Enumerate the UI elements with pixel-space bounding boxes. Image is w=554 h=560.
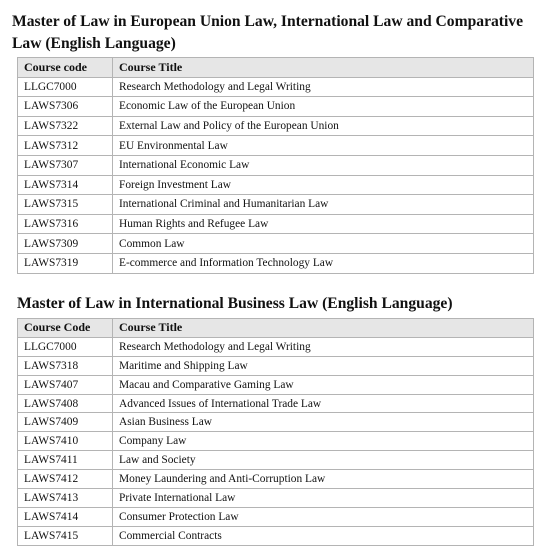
course-code-cell: LAWS7319 [18,253,113,273]
table-row [18,413,534,432]
course-code-cell: LAWS7309 [18,234,113,254]
course-title-cell: Commercial Contracts [113,526,534,545]
course-code-cell: LAWS7415 [18,526,113,545]
course-code-cell: LAWS7414 [18,507,113,526]
course-code-cell: LAWS7322 [18,116,113,136]
course-title-cell: Money Laundering and Anti-Corruption Law [113,470,534,489]
table-row [18,136,534,156]
column-header-course-code: Course code [18,58,113,78]
course-code-cell: LAWS7315 [18,195,113,215]
course-title-cell: Macau and Comparative Gaming Law [113,375,534,394]
course-code-cell: LAWS7408 [18,394,113,413]
table-row [18,432,534,451]
table-row [18,77,534,97]
course-title-cell: Research Methodology and Legal Writing [113,77,534,97]
course-code-cell: LAWS7318 [18,356,113,375]
table-header-row [18,319,534,338]
course-title-cell: Foreign Investment Law [113,175,534,195]
course-title-cell: Research Methodology and Legal Writing [113,337,534,356]
table-row [18,195,534,215]
course-title-cell: Maritime and Shipping Law [113,356,534,375]
table-row [18,175,534,195]
course-title-cell: Law and Society [113,451,534,470]
course-title-cell: Human Rights and Refugee Law [113,214,534,234]
table-row [18,375,534,394]
course-code-cell: LAWS7412 [18,470,113,489]
table-row [18,97,534,117]
table-row [18,526,534,545]
table-row [18,451,534,470]
column-header-course-title: Course Title [113,319,534,338]
table-header-row [18,58,534,78]
course-code-cell: LAWS7312 [18,136,113,156]
course-title-cell: Company Law [113,432,534,451]
table-row [18,116,534,136]
course-table-eu-law [17,57,534,274]
course-title-cell: Common Law [113,234,534,254]
course-code-cell: LLGC7000 [18,337,113,356]
course-code-cell: LAWS7413 [18,489,113,508]
table-row [18,470,534,489]
course-code-cell: LAWS7306 [18,97,113,117]
table-row [18,155,534,175]
section-title-eu-law: Master of Law in European Union Law, International Law and Comparative Law (English Language) [12,13,524,52]
course-code-cell: LAWS7409 [18,413,113,432]
course-title-cell: Private International Law [113,489,534,508]
section-title-business-law: Master of Law in International Business Law (English Language) [17,295,453,312]
course-title-cell: External Law and Policy of the European Union [113,116,534,136]
course-code-cell: LAWS7407 [18,375,113,394]
course-title-cell: EU Environmental Law [113,136,534,156]
course-code-cell: LAWS7410 [18,432,113,451]
course-title-cell: International Economic Law [113,155,534,175]
course-code-cell: LAWS7307 [18,155,113,175]
course-code-cell: LLGC7000 [18,77,113,97]
table-row [18,253,534,273]
table-row [18,489,534,508]
course-title-cell: International Criminal and Humanitarian Law [113,195,534,215]
course-title-cell: Advanced Issues of International Trade Law [113,394,534,413]
course-table-business-law [17,318,534,546]
column-header-course-title: Course Title [113,58,534,78]
table-row [18,507,534,526]
course-code-cell: LAWS7314 [18,175,113,195]
course-code-cell: LAWS7316 [18,214,113,234]
course-title-cell: E-commerce and Information Technology Law [113,253,534,273]
course-title-cell: Asian Business Law [113,413,534,432]
course-title-cell: Economic Law of the European Union [113,97,534,117]
course-title-cell: Consumer Protection Law [113,507,534,526]
table-row [18,234,534,254]
table-row [18,214,534,234]
column-header-course-code: Course Code [18,319,113,338]
table-row [18,356,534,375]
table-row [18,337,534,356]
table-row [18,394,534,413]
course-code-cell: LAWS7411 [18,451,113,470]
